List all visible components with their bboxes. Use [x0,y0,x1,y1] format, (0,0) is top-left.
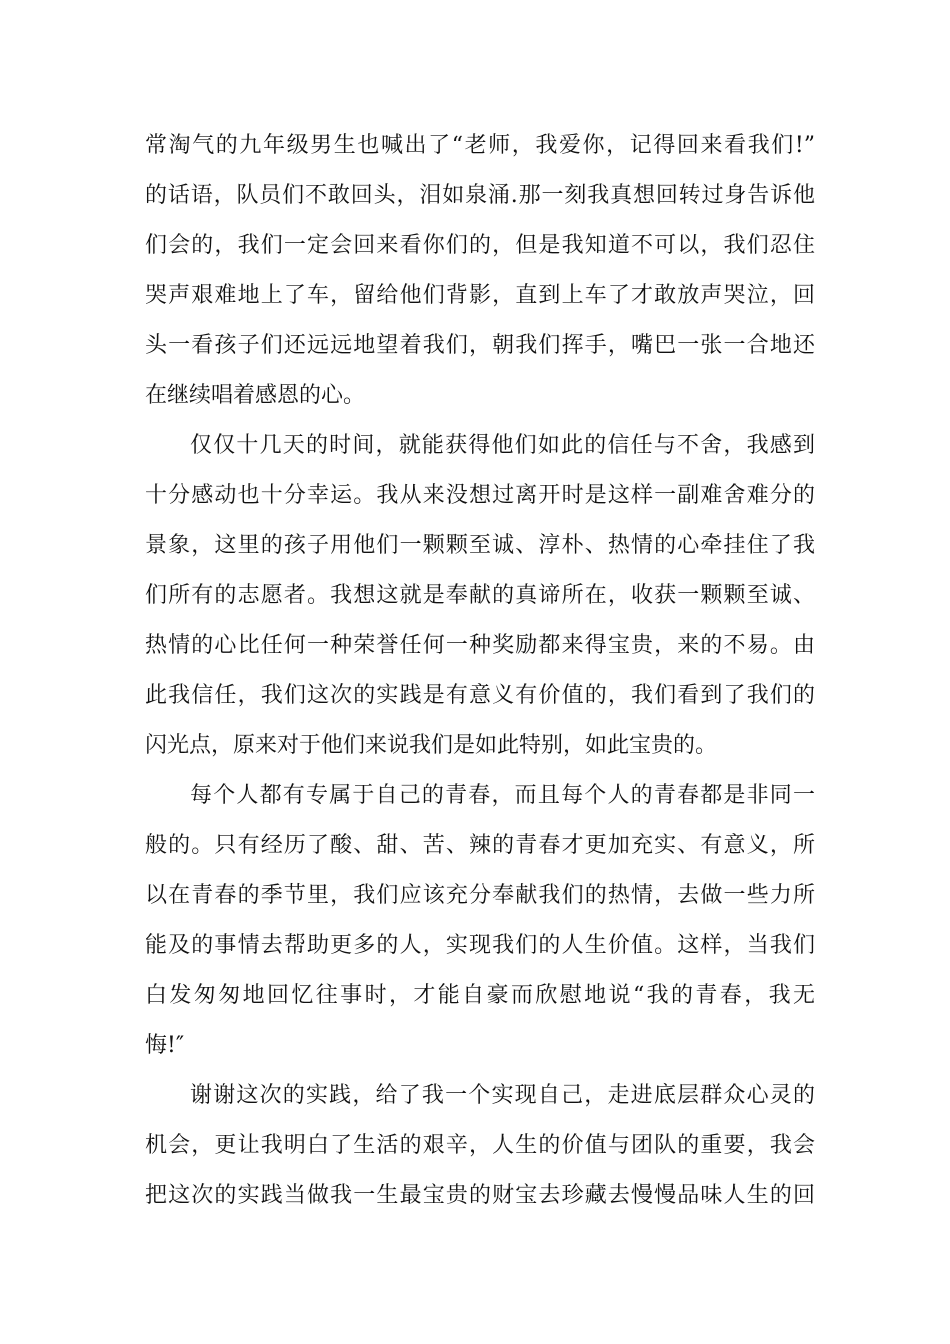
text-line: 们会的，我们一定会回来看你们的，但是我知道不可以，我们忍住 [145,233,815,258]
paragraph-first-line: 每个人都有专属于自己的青春，而且每个人的青春都是非同一 [190,783,815,808]
text-line: 闪光点，原来对于他们来说我们是如此特别，如此宝贵的。 [145,733,718,758]
text-line: 以在青春的季节里，我们应该充分奉献我们的热情，去做一些力所 [145,883,815,908]
paragraph-first-line: 仅仅十几天的时间，就能获得他们如此的信任与不舍，我感到 [190,433,815,458]
text-line: 能及的事情去帮助更多的人，实现我们的人生价值。这样，当我们 [145,933,815,958]
text-line: 的话语，队员们不敢回头，泪如泉涌.那一刻我真想回转过身告诉他 [145,183,815,208]
text-line: 常淘气的九年级男生也喊出了“老师，我爱你，记得回来看我们!” [145,133,815,158]
text-line: 景象，这里的孩子用他们一颗颗至诚、淳朴、热情的心牵挂住了我 [145,533,815,558]
text-line: 热情的心比任何一种荣誉任何一种奖励都来得宝贵，来的不易。由 [145,633,815,658]
paragraph-first-line: 谢谢这次的实践，给了我一个实现自己，走进底层群众心灵的 [190,1083,815,1108]
text-line: 在继续唱着感恩的心。 [145,383,366,408]
text-line: 此我信任，我们这次的实践是有意义有价值的，我们看到了我们的 [145,683,815,708]
text-line: 般的。只有经历了酸、甜、苦、辣的青春才更加充实、有意义，所 [145,833,815,858]
text-line: 机会，更让我明白了生活的艰辛，人生的价值与团队的重要，我会 [145,1133,815,1158]
text-line: 悔!″ [145,1033,185,1058]
text-line: 哭声艰难地上了车，留给他们背影，直到上车了才敢放声哭泣，回 [145,283,815,308]
text-line: 们所有的志愿者。我想这就是奉献的真谛所在，收获一颗颗至诚、 [145,583,815,608]
text-line: 把这次的实践当做我一生最宝贵的财宝去珍藏去慢慢品味人生的回 [145,1183,815,1208]
text-line: 头一看孩子们还远远地望着我们，朝我们挥手，嘴巴一张一合地还 [145,333,815,358]
text-line: 白发匆匆地回忆往事时，才能自豪而欣慰地说“我的青春，我无 [145,983,815,1008]
text-line: 十分感动也十分幸运。我从来没想过离开时是这样一副难舍难分的 [145,483,815,508]
